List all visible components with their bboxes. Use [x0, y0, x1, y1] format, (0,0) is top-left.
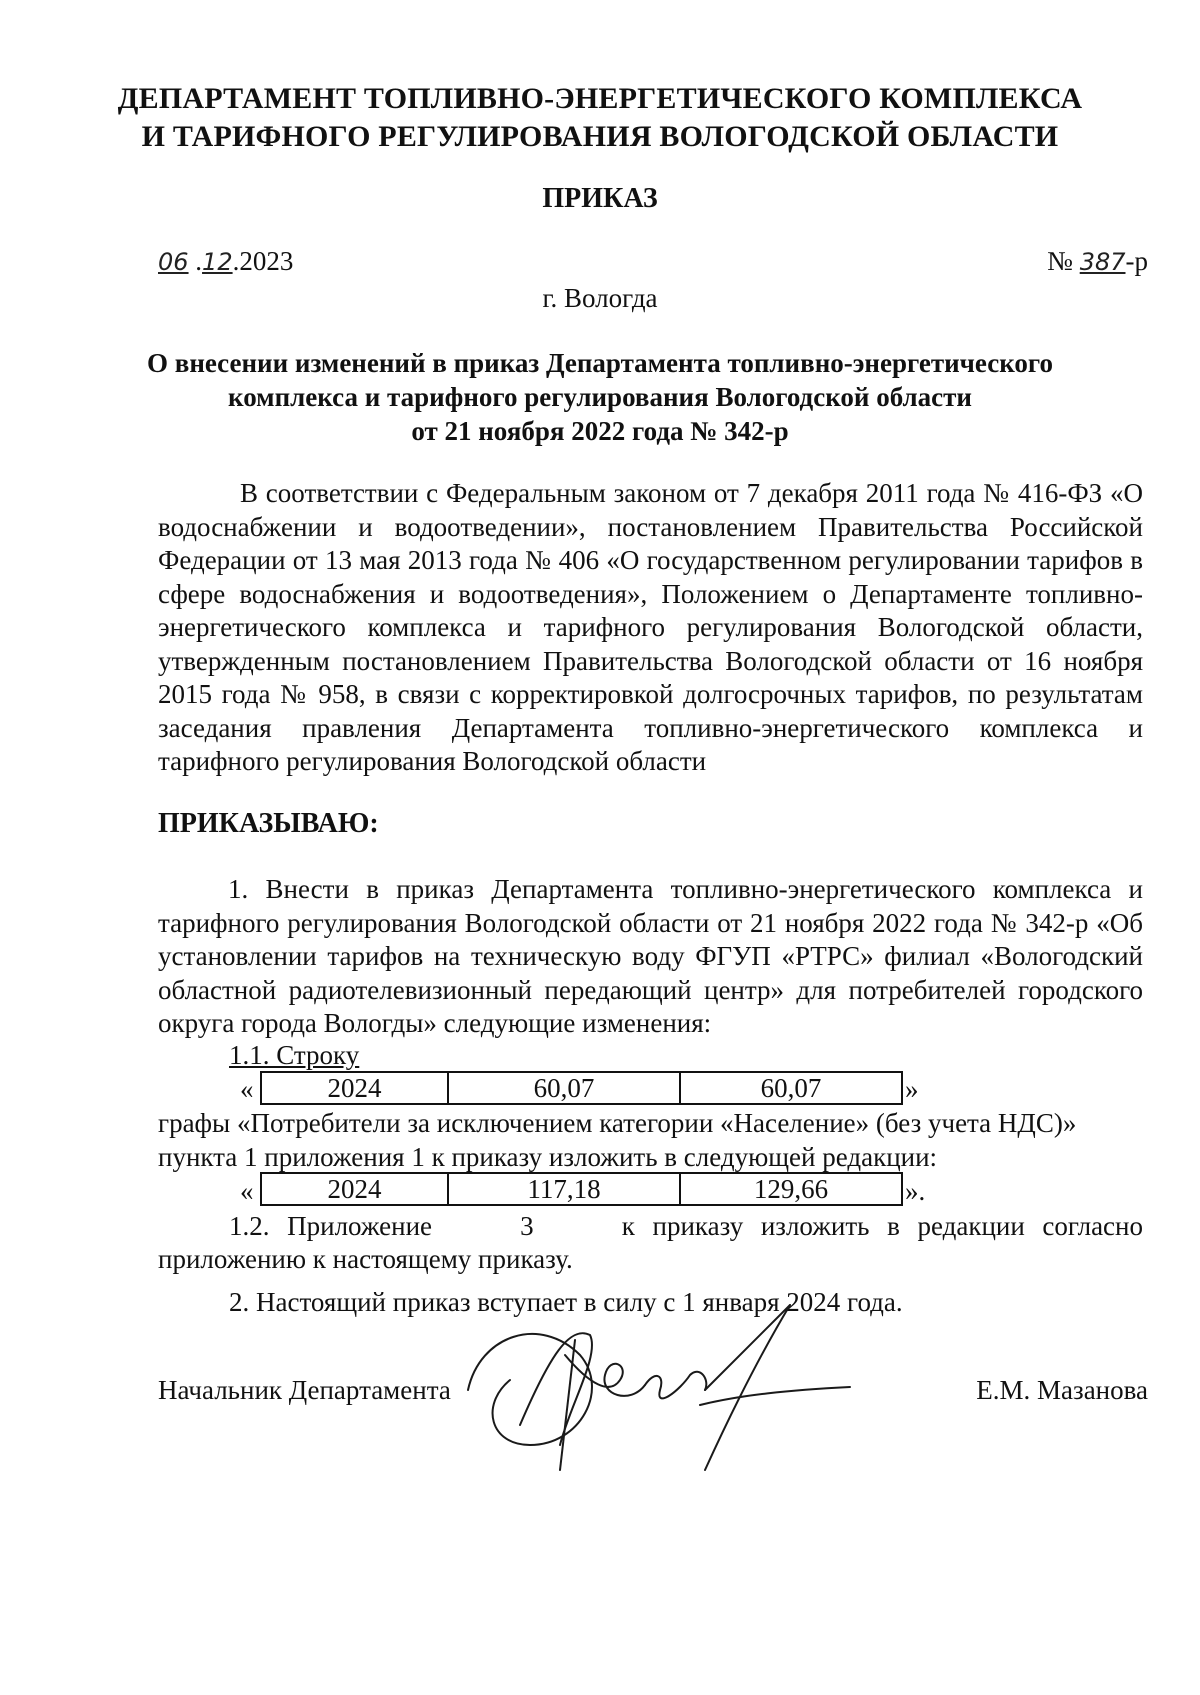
number-prefix: № — [1047, 246, 1080, 276]
document-type: ПРИКАЗ — [542, 183, 658, 214]
subject-line-2: комплекса и тарифного регулирования Вологодской области — [228, 382, 972, 412]
department-header — [0, 80, 1200, 156]
item-1-2-line-2: приложению к настоящему приказу. — [158, 1244, 573, 1274]
item-1-1-label: 1.1. Строку — [229, 1040, 360, 1070]
document-date: 06 .12.2023 — [158, 246, 294, 276]
new-row-value-2: 129,66 — [680, 1173, 902, 1205]
number-value: 387 — [1079, 248, 1126, 276]
old-row-year: 2024 — [261, 1072, 448, 1104]
date-day: 06 — [158, 248, 189, 276]
mid-text-line-1: графы «Потребители за исключением категории «Население» (без учета НДС)» — [158, 1108, 1077, 1138]
signer-title: Начальник Департамента — [158, 1375, 451, 1405]
subject-line-3: от 21 ноября 2022 года № 342-р — [411, 416, 789, 446]
document-subject — [0, 346, 1200, 448]
old-row-value-1: 60,07 — [448, 1072, 680, 1104]
preamble-paragraph: В соответствии с Федеральным законом от 7 декабря 2011 года № 416-ФЗ «О водоснабжении и водоотведении», постановлением Правительства Российской Федерации от 13 мая 2013 года № 406 «О государственном регулировании тарифов в сфере водоснабжения и водоотведения», Положением о Департаменте топливно-энергетического комплекса и тарифного регулирования Вологодской области, утвержденным постановлением Правительства Вологодской области от 16 ноября 2015 года № 958, в связи с корректировкой долгосрочных тарифов, по результатам заседания правления Департамента топливно-энергетического комплекса и тарифного регулирования Вологодской области — [158, 478, 1143, 776]
new-row-value-1: 117,18 — [448, 1173, 680, 1205]
open-quote-2: « — [240, 1176, 254, 1206]
date-month: 12 — [202, 248, 233, 276]
item-1-2-line-1: 1.2. Приложение 3 к приказу изложить в редакции согласно — [229, 1211, 1143, 1241]
signer-name: Е.М. Мазанова — [976, 1375, 1148, 1405]
decree-word: ПРИКАЗЫВАЮ: — [158, 808, 379, 839]
table-row — [261, 1173, 902, 1205]
new-row-year: 2024 — [261, 1173, 448, 1205]
handwritten-signature — [460, 1295, 880, 1485]
table-row — [261, 1072, 902, 1104]
header-line-1: ДЕПАРТАМЕНТ ТОПЛИВНО-ЭНЕРГЕТИЧЕСКОГО КОМПЛЕКСА — [117, 82, 1083, 115]
subject-line-1: О внесении изменений в приказ Департамента топливно-энергетического — [146, 348, 1053, 378]
close-quote: » — [905, 1074, 919, 1104]
mid-text-line-2: пункта 1 приложения 1 к приказу изложить в следующей редакции: — [158, 1142, 938, 1172]
open-quote: « — [240, 1074, 254, 1104]
item-2: 2. Настоящий приказ вступает в силу с 1 января 2024 года. — [229, 1287, 903, 1317]
document-number — [1047, 246, 1148, 277]
item-1-paragraph: 1. Внести в приказ Департамента топливно-энергетического комплекса и тарифного регулирования Вологодской области от 21 ноября 2022 года № 342-р «Об установлении тарифов на техническую воду ФГУП «РТРС» филиал «Вологодский областной радиотелевизионный передающий центр» для потребителей городского округа города Вологды» следующие изменения: — [158, 874, 1143, 1038]
new-row-table — [260, 1172, 903, 1206]
number-suffix: -р — [1125, 246, 1148, 276]
old-row-table — [260, 1071, 903, 1105]
header-line-2: И ТАРИФНОГО РЕГУЛИРОВАНИЯ ВОЛОГОДСКОЙ ОБЛАСТИ — [141, 120, 1059, 153]
old-row-value-2: 60,07 — [680, 1072, 902, 1104]
close-quote-2: ». — [905, 1176, 926, 1206]
city: г. Вологда — [542, 283, 658, 313]
date-year: .2023 — [232, 246, 294, 276]
